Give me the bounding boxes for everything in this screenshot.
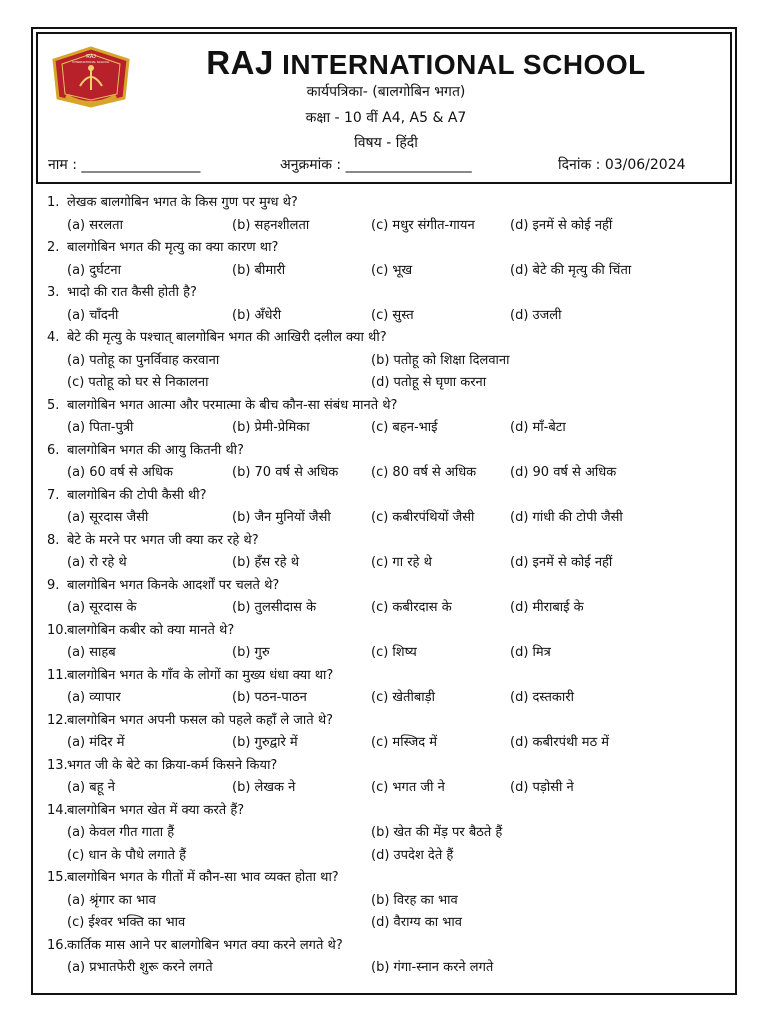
options-row xyxy=(47,890,727,913)
option-b[interactable]: (b) सहनशीलता xyxy=(232,217,310,233)
option-a[interactable]: (a) केवल गीत गाता हैं xyxy=(67,825,175,840)
option-a[interactable]: (a) बहू ने xyxy=(67,780,115,795)
option-a[interactable]: (a) सूरदास जैसी xyxy=(67,510,149,525)
option-c[interactable]: (c) 80 वर्ष से अधिक xyxy=(371,465,477,480)
question-text: बेटे के मरने पर भगत जी क्या कर रहे थे? xyxy=(67,532,259,548)
option-a[interactable]: (a) सूरदास के xyxy=(67,600,137,615)
question-number: 12. xyxy=(47,712,68,728)
question-3 xyxy=(47,282,727,305)
question-number: 5. xyxy=(47,397,60,413)
question-4 xyxy=(47,327,727,350)
svg-text:INTERNATIONAL SCHOOL: INTERNATIONAL SCHOOL xyxy=(72,60,110,64)
option-b[interactable]: (b) जैन मुनियों जैसी xyxy=(232,510,331,525)
option-a[interactable]: (a) पिता-पुत्री xyxy=(67,420,134,435)
question-13 xyxy=(47,755,727,778)
question-text: बालगोबिन भगत की मृत्यु का क्या कारण था? xyxy=(67,240,279,255)
option-a[interactable]: (a) चाँदनी xyxy=(67,307,119,323)
option-c[interactable]: (c) बहन-भाई xyxy=(371,420,438,435)
question-number: 11. xyxy=(47,667,68,683)
question-text: बालगोबिन भगत के गीतों में कौन-सा भाव व्यक्त होता था? xyxy=(67,870,339,885)
option-b[interactable]: (b) लेखक ने xyxy=(232,780,296,795)
option-c[interactable]: (c) कबीरपंथियों जैसी xyxy=(371,510,475,525)
option-a[interactable]: (a) सरलता xyxy=(67,217,123,233)
option-d[interactable]: (d) मित्र xyxy=(510,645,551,660)
option-d[interactable]: (d) गांधी की टोपी जैसी xyxy=(510,510,623,525)
school-name xyxy=(38,44,734,82)
options-row xyxy=(47,687,727,710)
option-d[interactable]: (d) उजली xyxy=(510,307,562,323)
option-b[interactable]: (b) बीमारी xyxy=(232,262,286,278)
option-b[interactable]: (b) गंगा-स्नान करने लगते xyxy=(371,960,494,975)
option-b[interactable]: (b) पतोहू को शिक्षा दिलवाना xyxy=(371,352,510,368)
question-number: 10. xyxy=(47,622,68,638)
option-c[interactable]: (c) खेतीबाड़ी xyxy=(371,690,435,705)
option-c[interactable]: (c) गा रहे थे xyxy=(371,555,432,570)
option-a[interactable]: (a) दुर्घटना xyxy=(67,262,121,278)
option-c[interactable]: (c) ईश्वर भक्ति का भाव xyxy=(67,915,186,930)
option-d[interactable]: (d) मीराबाई के xyxy=(510,600,584,615)
date-label: दिनांक : 03/06/2024 xyxy=(558,157,686,173)
question-text: बालगोबिन भगत के गाँव के लोगों का मुख्य धंधा क्या था? xyxy=(67,667,334,683)
question-number: 2. xyxy=(47,240,60,255)
question-number: 7. xyxy=(47,487,60,503)
question-number: 1. xyxy=(47,195,60,210)
question-2 xyxy=(47,237,727,260)
question-5 xyxy=(47,395,727,418)
school-name-rest: INTERNATIONAL SCHOOL xyxy=(273,49,646,80)
question-number: 15. xyxy=(47,870,68,885)
option-b[interactable]: (b) हँस रहे थे xyxy=(232,555,300,570)
option-d[interactable]: (d) माँ-बेटा xyxy=(510,420,566,435)
question-number: 16. xyxy=(47,937,68,953)
question-text: बालगोबिन भगत खेत में क्या करते हैं? xyxy=(67,802,245,818)
question-number: 13. xyxy=(47,757,68,773)
option-b[interactable]: (b) गुरु xyxy=(232,645,270,660)
worksheet-page xyxy=(31,27,737,995)
option-b[interactable]: (b) 70 वर्ष से अधिक xyxy=(232,465,339,480)
option-a[interactable]: (a) रो रहे थे xyxy=(67,555,127,570)
option-c[interactable]: (c) भूख xyxy=(371,262,413,278)
options-row xyxy=(47,462,727,485)
question-11 xyxy=(47,665,727,688)
question-15 xyxy=(47,867,727,890)
option-d[interactable]: (d) वैराग्य का भाव xyxy=(371,915,462,930)
question-text: बालगोबिन कबीर को क्या मानते थे? xyxy=(67,622,235,638)
option-c[interactable]: (c) भगत जी ने xyxy=(371,780,445,795)
option-b[interactable]: (b) प्रेमी-प्रेमिका xyxy=(232,420,310,435)
question-text: बालगोबिन की टोपी कैसी थी? xyxy=(67,487,207,503)
options-row xyxy=(47,845,727,868)
options-row xyxy=(47,350,727,373)
options-row xyxy=(47,552,727,575)
options-row xyxy=(47,372,727,395)
question-text: भगत जी के बेटे का क्रिया-कर्म किसने किया? xyxy=(67,757,278,773)
options-row xyxy=(47,215,727,238)
option-b[interactable]: (b) गुरुद्वारे में xyxy=(232,735,298,750)
question-number: 8. xyxy=(47,532,60,548)
option-d[interactable]: (d) पड़ोसी ने xyxy=(510,780,574,795)
option-d[interactable]: (d) उपदेश देते हैं xyxy=(371,847,454,863)
roll-number-field[interactable]: अनुक्रमांक : __________________ xyxy=(280,157,472,173)
name-field[interactable]: नाम : _________________ xyxy=(48,157,201,173)
options-row xyxy=(47,642,727,665)
option-a[interactable]: (a) श्रृंगार का भाव xyxy=(67,892,156,908)
question-text: बालगोबिन भगत की आयु कितनी थी? xyxy=(67,442,244,458)
option-a[interactable]: (a) 60 वर्ष से अधिक xyxy=(67,465,173,480)
question-9 xyxy=(47,575,727,598)
option-b[interactable]: (b) अँधेरी xyxy=(232,307,282,323)
options-row xyxy=(47,507,727,530)
option-c[interactable]: (c) शिष्य xyxy=(371,645,417,660)
options-row xyxy=(47,822,727,845)
option-d[interactable]: (d) इनमें से कोई नहीं xyxy=(510,217,613,233)
options-row xyxy=(47,912,727,935)
options-row xyxy=(47,597,727,620)
option-d[interactable]: (d) कबीरपंथी मठ में xyxy=(510,735,610,750)
option-a[interactable]: (a) मंदिर में xyxy=(67,735,125,750)
question-14 xyxy=(47,800,727,823)
question-10 xyxy=(47,620,727,643)
question-number: 14. xyxy=(47,802,68,818)
option-d[interactable]: (d) दस्तकारी xyxy=(510,690,574,705)
school-name-raj: RAJ xyxy=(206,44,274,81)
options-row xyxy=(47,732,727,755)
option-c[interactable]: (c) कबीरदास के xyxy=(371,600,452,615)
options-row xyxy=(47,777,727,800)
question-text: बालगोबिन भगत अपनी फसल को पहले कहाँ ले जाते थे? xyxy=(67,712,334,728)
question-text: बालगोबिन भगत आत्मा और परमात्मा के बीच कौन-सा संबंध मानते थे? xyxy=(67,397,398,413)
option-b[interactable]: (b) विरह का भाव xyxy=(371,892,458,908)
option-a[interactable]: (a) साहब xyxy=(67,645,116,660)
question-text: लेखक बालगोबिन भगत के किस गुण पर मुग्ध थे? xyxy=(67,195,298,210)
question-text: भादो की रात कैसी होती है? xyxy=(67,285,197,300)
subject-line: विषय - हिंदी xyxy=(354,135,418,151)
question-8 xyxy=(47,530,727,553)
options-row xyxy=(47,957,727,980)
option-b[interactable]: (b) खेत की मेंड़ पर बैठते हैं xyxy=(371,825,503,840)
option-c[interactable]: (c) पतोहू को घर से निकालना xyxy=(67,375,209,390)
option-c[interactable]: (c) मस्जिद में xyxy=(371,735,438,750)
option-d[interactable]: (d) बेटे की मृत्यु की चिंता xyxy=(510,262,632,278)
options-row xyxy=(47,417,727,440)
options-row xyxy=(47,260,727,283)
question-text: बेटे की मृत्यु के पश्चात् बालगोबिन भगत की आखिरी दलील क्या थी? xyxy=(67,330,387,345)
option-c[interactable]: (c) मधुर संगीत-गायन xyxy=(371,217,475,233)
option-c[interactable]: (c) सुस्त xyxy=(371,307,414,323)
question-number: 3. xyxy=(47,285,60,300)
option-c[interactable]: (c) धान के पौधे लगाते हैं xyxy=(67,847,187,863)
student-info-row xyxy=(48,155,718,175)
question-7 xyxy=(47,485,727,508)
question-16 xyxy=(47,935,727,958)
option-d[interactable]: (d) पतोहू से घृणा करना xyxy=(371,375,487,390)
question-text: कार्तिक मास आने पर बालगोबिन भगत क्या करने लगते थे? xyxy=(67,937,343,953)
question-text: बालगोबिन भगत किनके आदर्शों पर चलते थे? xyxy=(67,577,280,593)
question-number: 4. xyxy=(47,330,60,345)
option-a[interactable]: (a) व्यापार xyxy=(67,690,121,705)
option-a[interactable]: (a) पतोहू का पुनर्विवाह करवाना xyxy=(67,352,220,368)
options-row xyxy=(47,305,727,328)
header-box xyxy=(36,32,732,184)
option-d[interactable]: (d) इनमें से कोई नहीं xyxy=(510,555,613,570)
option-b[interactable]: (b) पठन-पाठन xyxy=(232,690,307,705)
class-line: कक्षा - 10 वीं A4, A5 & A7 xyxy=(305,110,467,126)
option-b[interactable]: (b) तुलसीदास के xyxy=(232,600,317,615)
option-a[interactable]: (a) प्रभातफेरी शुरू करने लगते xyxy=(67,960,213,975)
question-number: 9. xyxy=(47,577,60,593)
question-1 xyxy=(47,192,727,215)
svg-text:RAJ: RAJ xyxy=(86,54,96,60)
worksheet-title: कार्यपत्रिका- (बालगोबिन भगत) xyxy=(306,84,466,100)
question-list xyxy=(47,192,727,980)
question-12 xyxy=(47,710,727,733)
question-6 xyxy=(47,440,727,463)
question-number: 6. xyxy=(47,442,60,458)
option-d[interactable]: (d) 90 वर्ष से अधिक xyxy=(510,465,617,480)
